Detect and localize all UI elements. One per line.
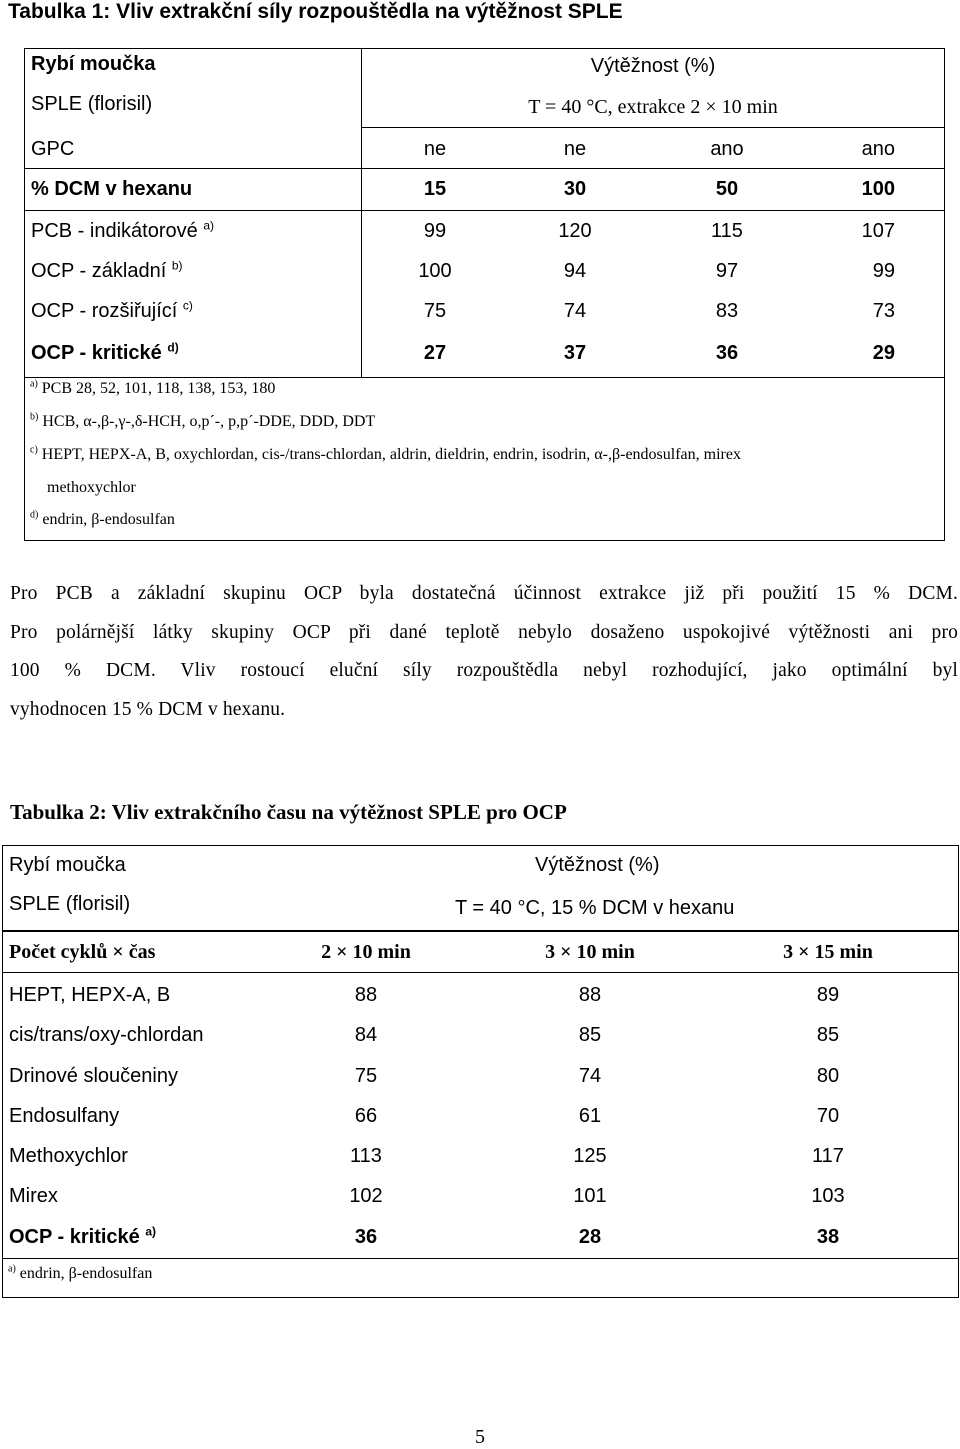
table1-cell: 30 <box>563 178 587 200</box>
table1-cell: 75 <box>423 300 447 322</box>
table2-line <box>2 1258 959 1259</box>
table2-cell: 113 <box>350 1145 382 1167</box>
table1-cell: ne <box>563 138 587 160</box>
table2-cell: 89 <box>816 984 840 1006</box>
table1-cell: 97 <box>715 260 739 282</box>
table1-header-sple: SPLE (florisil) <box>31 93 153 115</box>
table2-cell: 117 <box>812 1145 844 1167</box>
table1-cell: 37 <box>563 342 587 364</box>
table2-row-label: cis/trans/oxy-chlordan <box>9 1024 204 1046</box>
table2-line <box>2 930 959 932</box>
table2-cell: 36 <box>354 1226 378 1248</box>
table1-cell: 27 <box>423 342 447 364</box>
table1-line <box>24 377 945 378</box>
table2-cell: 102 <box>349 1185 383 1207</box>
body-paragraph <box>10 575 958 730</box>
table1-cell: 100 <box>418 260 452 282</box>
table2-cell: 38 <box>816 1226 840 1248</box>
table1-row-label: PCB - indikátorové $^{a)}$ <box>31 218 214 242</box>
table1-cell: 36 <box>715 342 739 364</box>
table2-border-bottom <box>2 1297 959 1298</box>
table2-cell: 70 <box>816 1105 840 1127</box>
table1-cell: ano <box>710 138 744 160</box>
table1-header-conditions: T = 40 °C, extrakce 2 × 10 min <box>528 96 778 118</box>
table1-cell: 115 <box>711 220 743 242</box>
table2-col-header-label: Počet cyklů × čas <box>9 941 156 963</box>
table1-cell: 107 <box>861 220 895 242</box>
paragraph-line: vyhodnocen 15 % DCM v hexanu. <box>10 699 286 721</box>
table1-border-left <box>24 48 25 541</box>
table1-footnote: $^{b)}$ HCB, α-,β-,γ-,δ-HCH, o,p´-, p,p´-DDE, DDD, DDT <box>30 411 376 430</box>
table1-footnote: $^{c)}$ HEPT, HEPX-A, B, oxychlordan, cis-/trans-chlordan, aldrin, dieldrin, endrin, isodrin, α-,β-endosulfan, mirex <box>30 444 741 463</box>
table2-row-label: HEPT, HEPX-A, B <box>9 984 171 1006</box>
table2-col-header: 3 × 10 min <box>545 941 635 963</box>
table2-cell: 88 <box>354 984 378 1006</box>
table2-row-label: Mirex <box>9 1185 58 1207</box>
table1-cell: 15 <box>423 178 447 200</box>
table1-cell: ne <box>423 138 447 160</box>
table2-footnote: $^{a)}$ endrin, β-endosulfan <box>8 1263 153 1282</box>
table1-row-label: OCP - rozšiřující $^{c)}$ <box>31 298 193 322</box>
table1-cell: 100 <box>861 178 895 200</box>
table2-cell: 84 <box>354 1024 378 1046</box>
table2-header-conditions: T = 40 °C, 15 % DCM v hexanu <box>455 897 735 919</box>
table1-border-right <box>944 48 945 541</box>
table1-footnote: methoxychlor <box>47 479 136 496</box>
table1-line <box>24 168 945 169</box>
table1-cell: 99 <box>423 220 447 242</box>
table2-border-right <box>958 845 959 1298</box>
table1-cell: 74 <box>563 300 587 322</box>
table2-header-sple: SPLE (florisil) <box>9 893 131 915</box>
table2-cell: 75 <box>354 1065 378 1087</box>
paragraph-line: Pro PCB a základní skupinu OCP byla dostatečná účinnost extrakce již při použití 15 % DCM. <box>10 583 958 604</box>
table2-row-label: Drinové sloučeniny <box>9 1065 178 1087</box>
table1-border-top <box>24 48 945 49</box>
table1-footnote: $^{d)}$ endrin, β-endosulfan <box>30 509 175 528</box>
table2-cell: 66 <box>354 1105 378 1127</box>
table2-cell: 85 <box>816 1024 840 1046</box>
paragraph-line: Pro polárnější látky skupiny OCP při dané teplotě nebylo dosaženo uspokojivé výtěžnosti ani pro <box>10 621 958 643</box>
table1-cell: 94 <box>563 260 587 282</box>
table1-row-label: OCP - kritické $^{d)}$ <box>31 340 179 364</box>
table1-header-vytěžnost: Výtěžnost (%) <box>590 55 716 77</box>
table2-header-rybi-moucka: Rybí moučka <box>9 854 126 876</box>
table2-cell: 88 <box>578 984 602 1006</box>
table1-line <box>24 210 945 211</box>
table2-header-vytěžnost: Výtěžnost (%) <box>535 854 660 876</box>
table2-cell: 80 <box>816 1065 840 1087</box>
table1-cell: 83 <box>715 300 739 322</box>
table2-cell: 85 <box>578 1024 602 1046</box>
table2-col-header: 3 × 15 min <box>783 941 873 963</box>
table2-cell: 61 <box>578 1105 602 1127</box>
table1-cell: 99 <box>872 260 895 282</box>
table1-title: Tabulka 1: Vliv extrakční síly rozpouštědla na výtěžnost SPLE <box>8 0 623 23</box>
table2-row-label: Endosulfany <box>9 1105 120 1127</box>
table1-row-label: OCP - základní $^{b)}$ <box>31 258 183 282</box>
table2-line <box>2 972 959 973</box>
table1-cell: ano <box>861 138 895 160</box>
table2-cell: 103 <box>811 1185 845 1207</box>
table1-row-label: % DCM v hexanu <box>31 178 193 200</box>
table2-col-header: 2 × 10 min <box>321 941 411 963</box>
table2-row-label: OCP - kritické $^{a)}$ <box>9 1224 157 1248</box>
table1-row-label: GPC <box>31 138 75 160</box>
table2-cell: 28 <box>578 1226 602 1248</box>
table1-cell: 73 <box>872 300 895 322</box>
table2-title: Tabulka 2: Vliv extrakčního času na výtěžnost SPLE pro OCP <box>10 800 567 824</box>
table1-border-bottom <box>24 540 945 541</box>
table2-border-left <box>2 845 3 1298</box>
table1-cell: 120 <box>558 220 592 242</box>
table2-row-label: Methoxychlor <box>9 1145 128 1167</box>
table1-cell: 29 <box>872 342 895 364</box>
table2-border-top <box>2 845 959 846</box>
table1-header-rybi-moucka: Rybí moučka <box>31 53 156 75</box>
table2-cell: 125 <box>573 1145 607 1167</box>
table1-footnote: $^{a)}$ PCB 28, 52, 101, 118, 138, 153, 180 <box>30 378 276 397</box>
table2-cell: 101 <box>573 1185 607 1207</box>
table2-cell: 74 <box>578 1065 602 1087</box>
page-number: 5 <box>475 1426 485 1448</box>
table1-cell: 50 <box>715 178 739 200</box>
table1-line <box>361 127 945 128</box>
paragraph-line: 100 % DCM. Vliv rostoucí eluční síly rozpouštědla nebyl rozhodující, jako optimální byl <box>10 660 958 682</box>
